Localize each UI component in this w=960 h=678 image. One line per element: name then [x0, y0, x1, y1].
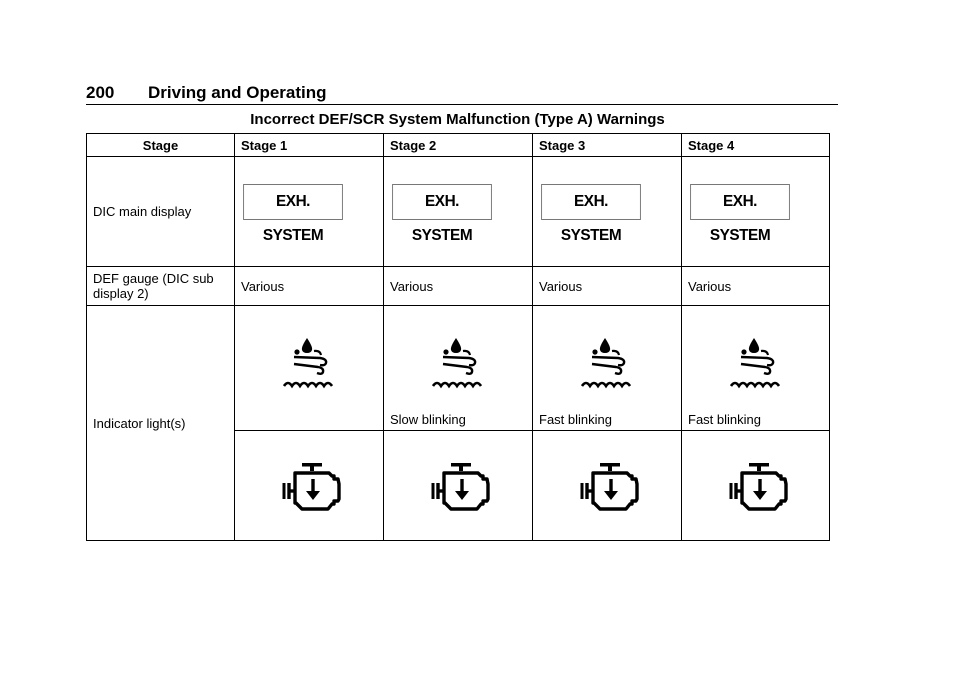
def-warning-icon: [727, 336, 785, 390]
blink-note-stage-3: Fast blinking: [539, 412, 612, 427]
indicator-cell-stage-3: [533, 306, 682, 431]
row-label-def-gauge: DEF gauge (DIC sub display 2): [87, 267, 235, 306]
table-row-dic-main-display: [87, 157, 830, 267]
engine-cell-stage-4: [682, 431, 830, 541]
def-gauge-stage-4: Various: [682, 267, 830, 306]
exh-system-display: EXH. SYSTEM: [541, 184, 641, 220]
engine-cell-stage-1: [235, 431, 384, 541]
check-engine-icon: [729, 461, 789, 511]
def-warning-icon: [429, 336, 487, 390]
dic-cell-stage-3: [533, 157, 682, 267]
blink-note-stage-2: Slow blinking: [390, 412, 466, 427]
engine-cell-stage-3: [533, 431, 682, 541]
row-label-indicator-lights: Indicator light(s): [87, 306, 235, 541]
table-row-indicator-lights: [87, 306, 830, 431]
page-number: 200: [86, 83, 115, 102]
dic-cell-stage-4: [682, 157, 830, 267]
def-gauge-stage-1: Various: [235, 267, 384, 306]
dic-cell-stage-1: [235, 157, 384, 267]
indicator-cell-stage-1: [235, 306, 384, 431]
table-title: Incorrect DEF/SCR System Malfunction (Type A) Warnings: [250, 111, 665, 128]
column-header-stage-4: Stage 4: [682, 134, 830, 157]
row-label-dic-main-display: DIC main display: [87, 157, 235, 267]
section-title: Driving and Operating: [148, 83, 327, 102]
column-header-stage: Stage: [87, 134, 235, 157]
engine-cell-stage-2: [384, 431, 533, 541]
indicator-cell-stage-2: [384, 306, 533, 431]
column-header-stage-2: Stage 2: [384, 134, 533, 157]
dic-cell-stage-2: [384, 157, 533, 267]
column-header-stage-1: Stage 1: [235, 134, 384, 157]
def-warning-icon: [280, 336, 338, 390]
table-row-def-gauge: [87, 267, 830, 306]
exh-system-display: EXH. SYSTEM: [392, 184, 492, 220]
check-engine-icon: [431, 461, 491, 511]
blink-note-stage-4: Fast blinking: [688, 412, 761, 427]
check-engine-icon: [580, 461, 640, 511]
indicator-cell-stage-4: [682, 306, 830, 431]
def-warning-icon: [578, 336, 636, 390]
def-gauge-stage-3: Various: [533, 267, 682, 306]
column-header-stage-3: Stage 3: [533, 134, 682, 157]
exh-system-display: EXH. SYSTEM: [690, 184, 790, 220]
table-header-row: [87, 134, 830, 157]
def-gauge-stage-2: Various: [384, 267, 533, 306]
warnings-table: [86, 133, 830, 541]
check-engine-icon: [282, 461, 342, 511]
page-header: [86, 82, 838, 105]
exh-system-display: EXH. SYSTEM: [243, 184, 343, 220]
